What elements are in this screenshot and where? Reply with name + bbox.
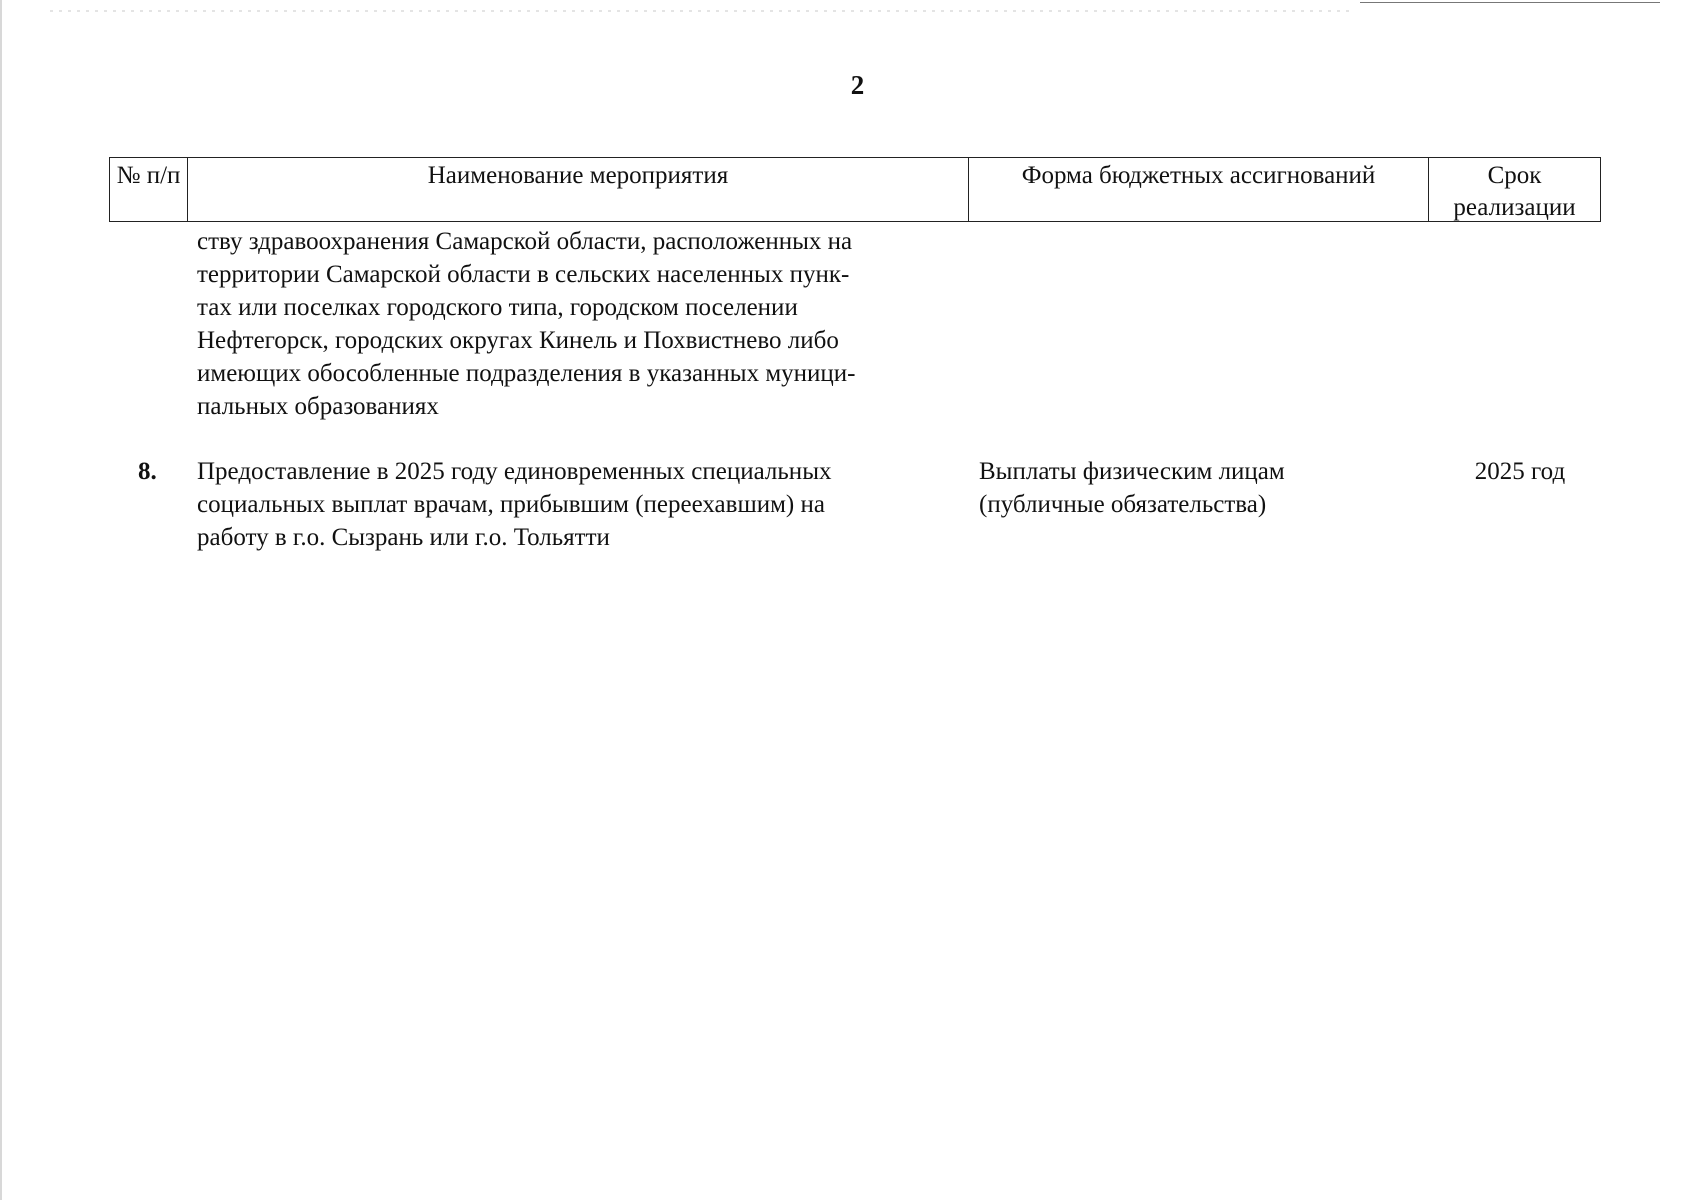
row-8-number: 8. bbox=[138, 458, 157, 485]
page-number: 2 bbox=[850, 70, 865, 100]
header-form bbox=[969, 158, 1429, 221]
row-8-name-line: работу в г.о. Сызрань или г.о. Тольятти bbox=[197, 524, 610, 551]
row-8-form-line: (публичные обязательства) bbox=[979, 491, 1267, 518]
scan-left-edge bbox=[0, 0, 2, 1200]
row-8-name bbox=[197, 455, 957, 554]
header-number-label: № п/п bbox=[116, 162, 181, 189]
row-8-form-line: Выплаты физическим лицам bbox=[979, 458, 1285, 485]
continuation-line: Нефтегорск, городских округах Кинель и Похвистнево либо bbox=[197, 327, 839, 354]
scan-noise bbox=[50, 10, 1350, 12]
row-8-form bbox=[979, 455, 1379, 521]
scan-top-line bbox=[1360, 2, 1660, 3]
header-number bbox=[110, 158, 188, 221]
header-term-label: Срок реализации bbox=[1453, 162, 1576, 221]
header-name bbox=[188, 158, 969, 221]
table-header bbox=[109, 157, 1601, 222]
continuation-line: территории Самарской области в сельских населенных пунк- bbox=[197, 261, 850, 288]
continuation-line: имеющих обособленные подразделения в указанных муници- bbox=[197, 360, 856, 387]
row-8-name-line: социальных выплат врачам, прибывшим (переехавшим) на bbox=[197, 491, 825, 518]
continuation-line: ству здравоохранения Самарской области, расположенных на bbox=[197, 228, 853, 255]
continuation-text bbox=[197, 225, 957, 423]
header-form-label: Форма бюджетных ассигнований bbox=[1021, 162, 1376, 189]
row-8-name-line: Предоставление в 2025 году единовременных специальных bbox=[197, 458, 832, 485]
continuation-line: пальных образованиях bbox=[197, 393, 439, 420]
row-8-term: 2025 год bbox=[1474, 458, 1566, 485]
continuation-line: тах или поселках городского типа, городском поселении bbox=[197, 294, 798, 321]
header-name-label: Наименование мероприятия bbox=[427, 162, 729, 189]
header-term bbox=[1429, 158, 1600, 221]
